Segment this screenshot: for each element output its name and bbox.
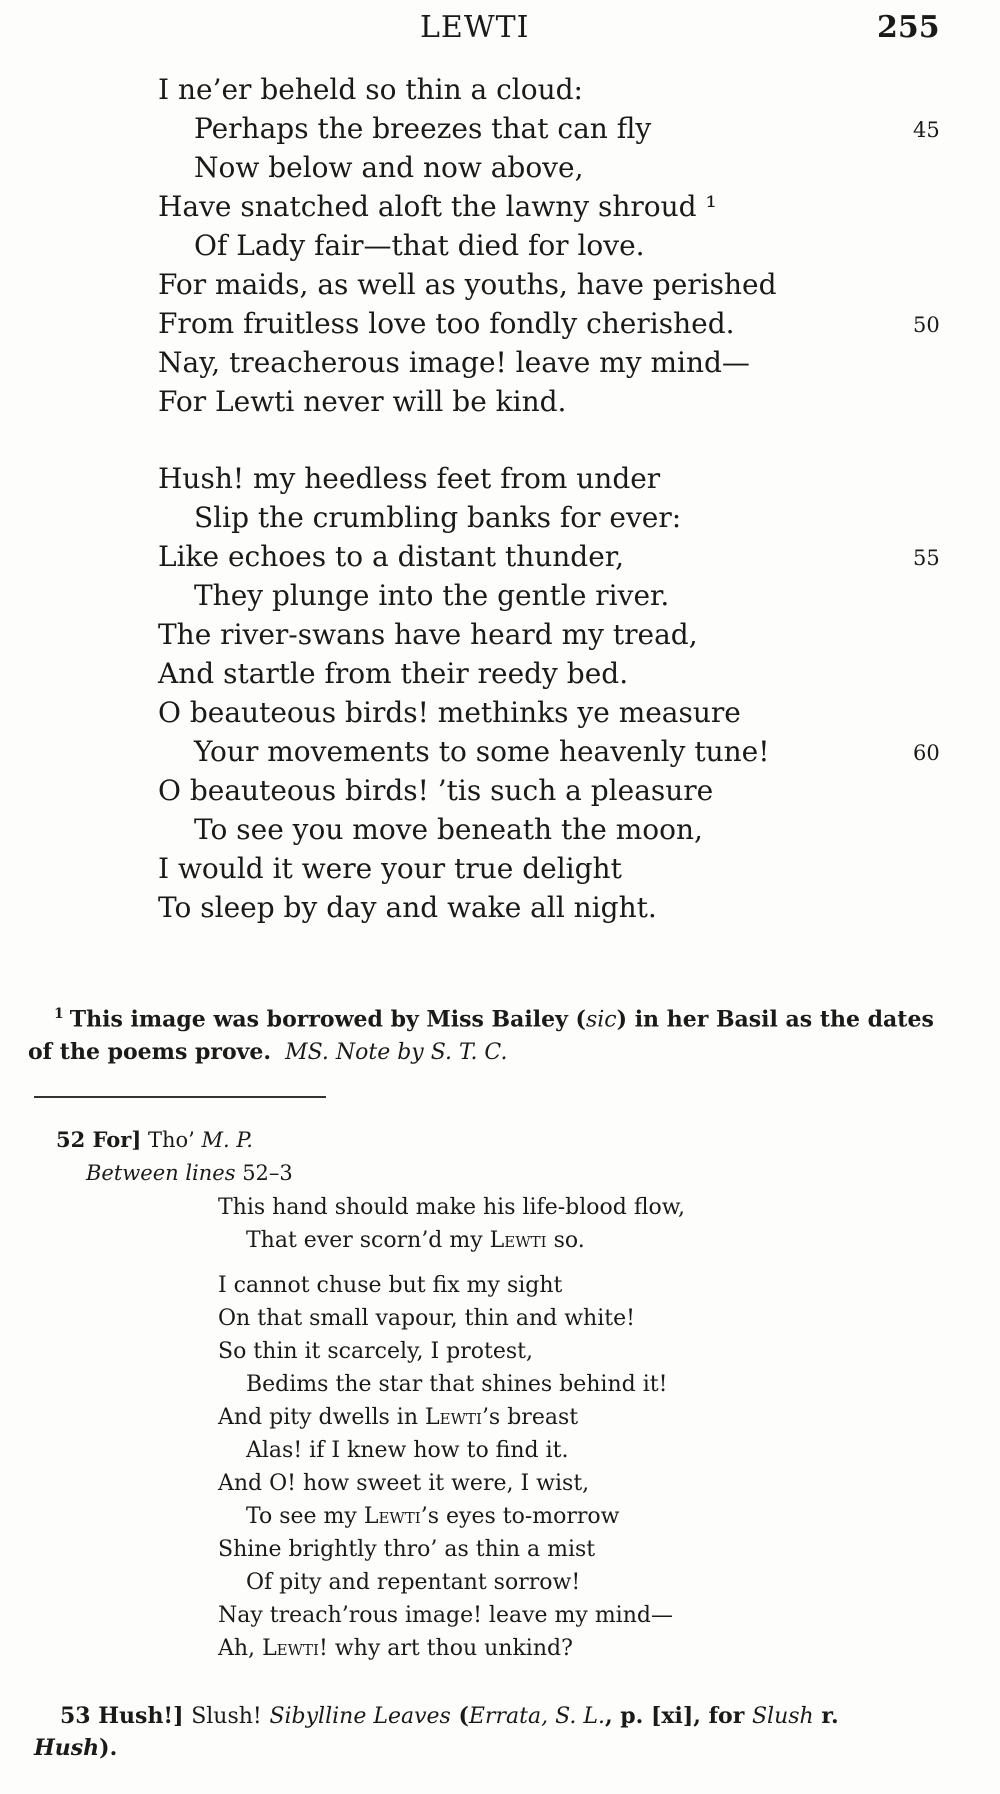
footnote-text-a: This image was borrowed by Miss Bailey ( — [69, 1006, 586, 1033]
note-53-label: 53 Hush!] — [60, 1703, 184, 1729]
variant-line-post: ’s eyes to-morrow — [420, 1504, 620, 1529]
poem-line — [158, 343, 958, 382]
variant-line-pre: Bedims the star that shines behind it! — [246, 1372, 668, 1397]
note-53-slush: Slush — [751, 1704, 814, 1729]
note-52-source: M. P. — [201, 1128, 253, 1152]
poem-line-text: Have snatched aloft the lawny shroud ¹ — [158, 190, 717, 223]
footnote-marker: 1 — [54, 1006, 64, 1022]
poem-line — [158, 615, 958, 654]
poem-line — [158, 498, 958, 537]
between-lines-label: Between lines — [86, 1161, 236, 1185]
between-lines-note — [86, 1161, 293, 1185]
note-53: 53 Hush!] Slush! Sibylline Leaves (Errata, S. L., p. [xi], for Slush r. — [60, 1703, 839, 1729]
poem-line-text: Nay, treacherous image! leave my mind— — [158, 346, 750, 379]
variant-line-pre: Nay treach’rous image! leave my mind— — [218, 1603, 673, 1628]
variant-line — [218, 1467, 589, 1500]
note-53-hush: Hush — [34, 1735, 100, 1761]
variant-line-post: ! why art thou unkind? — [318, 1636, 573, 1661]
variant-line — [218, 1632, 573, 1665]
variant-line-pre: This hand should make his life-blood flow, — [218, 1195, 685, 1220]
poem-line-text: For Lewti never will be kind. — [158, 385, 567, 418]
poem-line-text: O beauteous birds! methinks ye measure — [158, 696, 741, 729]
variant-line — [218, 1599, 673, 1632]
note-53-r: r. — [821, 1703, 839, 1729]
stanza-2 — [158, 459, 958, 927]
variant-line-sc: Lewti — [425, 1405, 482, 1430]
page-header — [0, 4, 1000, 54]
poem-line — [158, 537, 958, 576]
poem-line — [158, 732, 958, 771]
variant-line — [218, 1302, 635, 1335]
variant-line-pre: Shine brightly thro’ as thin a mist — [218, 1537, 596, 1562]
note-52-text: Tho’ — [148, 1128, 195, 1152]
variant-line — [218, 1401, 578, 1434]
note-53-source: Sibylline Leaves — [269, 1704, 451, 1729]
poem-line — [158, 654, 958, 693]
variant-line — [218, 1533, 595, 1566]
variant-line-pre: So thin it scarcely, I protest, — [218, 1339, 534, 1364]
variant-line-pre: To see my — [246, 1504, 357, 1529]
poem-line — [158, 304, 958, 343]
poem-line-text: I ne’er beheld so thin a cloud: — [158, 73, 583, 106]
line-number: 60 — [913, 741, 940, 765]
poem-line — [158, 810, 958, 849]
variant-line-sc: Lewti — [262, 1636, 319, 1661]
line-number: 55 — [913, 546, 940, 570]
variant-line-pre: That ever scorn’d my — [246, 1228, 483, 1253]
poem-body — [158, 70, 958, 927]
variant-line — [218, 1224, 585, 1257]
poem-line-text: The river-swans have heard my tread, — [158, 618, 698, 651]
poem-line — [158, 849, 958, 888]
poem-line — [158, 459, 958, 498]
note-53-errata: Errata, S. L. — [468, 1704, 605, 1729]
stanza-1 — [158, 70, 958, 421]
poem-line — [158, 693, 958, 732]
poem-line-text: Perhaps the breezes that can fly — [194, 112, 652, 145]
variant-line-pre: Of pity and repentant sorrow! — [246, 1570, 581, 1595]
poem-line-text: For maids, as well as youths, have perished — [158, 268, 777, 301]
running-title: LEWTI — [420, 10, 530, 45]
variant-line-pre: On that small vapour, thin and white! — [218, 1306, 635, 1331]
variant-line-post: so. — [546, 1228, 585, 1253]
line-number: 50 — [913, 313, 940, 337]
note-53-page: , p. [xi], for — [604, 1703, 745, 1729]
page-number: 255 — [877, 10, 940, 45]
poem-line-text: I would it were your true delight — [158, 852, 622, 885]
poem-line-text: From fruitless love too fondly cherished. — [158, 307, 735, 340]
poem-line-text: To sleep by day and wake all night. — [158, 891, 657, 924]
variant-line-pre: I cannot chuse but fix my sight — [218, 1273, 563, 1298]
poem-line — [158, 771, 958, 810]
variant-line — [218, 1191, 685, 1224]
variant-line-sc: Lewti — [489, 1228, 547, 1253]
poem-line-text: Now below and now above, — [194, 151, 584, 184]
note-52-label: 52 For] — [56, 1127, 142, 1152]
poem-line-text: They plunge into the gentle river. — [194, 579, 670, 612]
between-lines-range: 52–3 — [242, 1161, 293, 1185]
poem-line — [158, 187, 958, 226]
variant-line — [218, 1500, 620, 1533]
poem-line — [158, 148, 958, 187]
variant-line-pre: And O! how sweet it were, I wist, — [218, 1471, 590, 1496]
poem-line-text: Your movements to some heavenly tune! — [194, 735, 770, 768]
poem-line-text: O beauteous birds! ’tis such a pleasure — [158, 774, 714, 807]
poem-line — [158, 70, 958, 109]
line-number: 45 — [913, 118, 940, 142]
poem-line-text: Of Lady fair—that died for love. — [194, 229, 645, 262]
variant-line — [218, 1269, 562, 1302]
variant-line — [218, 1368, 667, 1401]
poem-line-text: To see you move beneath the moon, — [194, 813, 703, 846]
poem-line — [158, 109, 958, 148]
note-53-cont: Hush). — [34, 1735, 118, 1761]
poem-line-text: And startle from their reedy bed. — [158, 657, 629, 690]
poem-line — [158, 576, 958, 615]
footnote-signature: MS. Note by S. T. C. — [285, 1040, 508, 1066]
poem-line — [158, 265, 958, 304]
poem-line — [158, 226, 958, 265]
poem-line-text: Slip the crumbling banks for ever: — [194, 501, 682, 534]
variant-line-post: ’s breast — [481, 1405, 579, 1430]
poem-line-text: Like echoes to a distant thunder, — [158, 540, 625, 573]
variant-line — [218, 1566, 580, 1599]
variant-line — [218, 1434, 568, 1467]
poem-line — [158, 382, 958, 421]
footnote — [28, 998, 948, 1069]
note-52 — [56, 1127, 253, 1152]
note-53-text: Slush! — [191, 1704, 262, 1729]
variant-line-pre: And pity dwells in — [218, 1405, 419, 1430]
variant-line-sc: Lewti — [363, 1504, 421, 1529]
poem-line-text: Hush! my heedless feet from under — [158, 462, 661, 495]
footnote-divider — [34, 1096, 326, 1098]
variant-line-pre: Alas! if I knew how to find it. — [246, 1438, 569, 1463]
footnote-text-b: ) in her Basil as the dates of the poems prove. — [28, 1006, 934, 1066]
poem-line — [158, 888, 958, 927]
variant-line-pre: Ah, — [218, 1636, 256, 1661]
variant-line — [218, 1335, 533, 1368]
footnote-sic: sic — [585, 1007, 617, 1033]
